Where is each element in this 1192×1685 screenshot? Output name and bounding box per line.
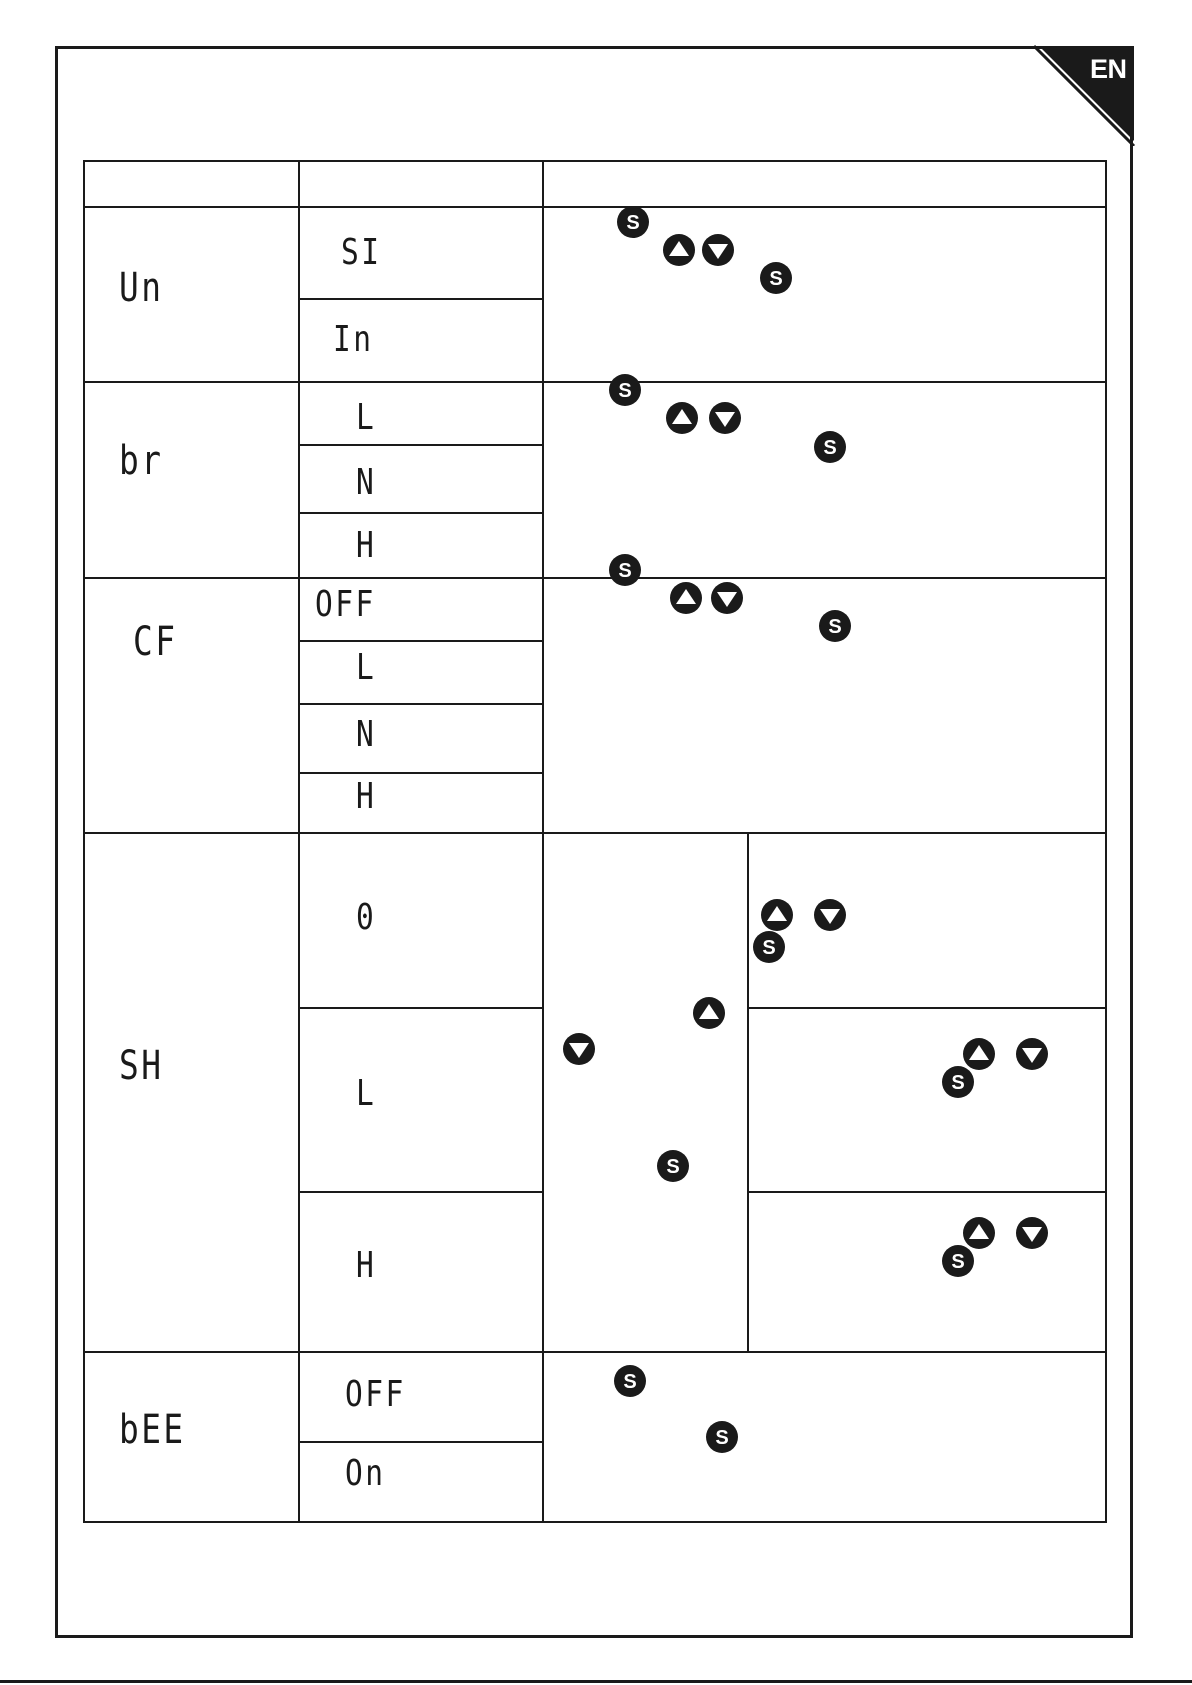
- up-arrow-button-icon: [665, 401, 699, 435]
- option-code-h: H: [356, 1245, 377, 1286]
- s-button-icon: [613, 1364, 647, 1398]
- s-button-icon: [656, 1149, 690, 1183]
- down-arrow-button-icon: [710, 581, 744, 615]
- up-arrow-button-icon: [692, 996, 726, 1030]
- option-code-off: OFF: [315, 584, 376, 625]
- option-code-0: 0: [356, 897, 377, 938]
- s-button-icon: [705, 1420, 739, 1454]
- option-code-l: L: [356, 397, 377, 438]
- svg-text:S: S: [623, 1371, 637, 1393]
- option-code-in: In: [333, 319, 374, 360]
- settings-table: [83, 160, 1107, 1523]
- down-arrow-button-icon: [1015, 1216, 1049, 1250]
- param-code-bee: bEE: [119, 1407, 186, 1453]
- svg-text:S: S: [951, 1251, 965, 1273]
- option-code-l: L: [356, 1073, 377, 1114]
- option-code-h: H: [356, 525, 377, 566]
- svg-text:S: S: [626, 212, 640, 234]
- svg-text:S: S: [618, 560, 632, 582]
- option-code-n: N: [356, 714, 377, 755]
- svg-text:S: S: [769, 268, 783, 290]
- svg-text:S: S: [951, 1072, 965, 1094]
- down-arrow-button-icon: [1015, 1037, 1049, 1071]
- s-button-icon: [941, 1244, 975, 1278]
- down-arrow-button-icon: [708, 401, 742, 435]
- up-arrow-button-icon: [669, 581, 703, 615]
- bottom-rule: [0, 1680, 1192, 1683]
- svg-text:S: S: [828, 616, 842, 638]
- s-button-icon: [818, 609, 852, 643]
- param-code-sh: SH: [119, 1043, 164, 1089]
- option-code-on: On: [345, 1453, 386, 1494]
- s-button-icon: [608, 373, 642, 407]
- s-button-icon: [941, 1065, 975, 1099]
- svg-text:S: S: [618, 380, 632, 402]
- option-code-si: SI: [341, 232, 382, 273]
- svg-text:S: S: [762, 937, 776, 959]
- option-code-h: H: [356, 776, 377, 817]
- up-arrow-button-icon: [760, 898, 794, 932]
- s-button-icon: [752, 930, 786, 964]
- param-code-br: br: [119, 438, 164, 484]
- s-button-icon: [813, 430, 847, 464]
- svg-text:S: S: [823, 437, 837, 459]
- table-grid: [83, 160, 1107, 1523]
- option-code-off: OFF: [345, 1374, 406, 1415]
- svg-text:S: S: [715, 1427, 729, 1449]
- option-code-n: N: [356, 462, 377, 503]
- s-button-icon: [759, 261, 793, 295]
- s-button-icon: [608, 553, 642, 587]
- s-button-icon: [616, 205, 650, 239]
- down-arrow-button-icon: [813, 898, 847, 932]
- up-arrow-button-icon: [662, 233, 696, 267]
- option-code-l: L: [356, 647, 377, 688]
- down-arrow-button-icon: [701, 233, 735, 267]
- param-code-cf: CF: [133, 619, 178, 665]
- param-code-un: Un: [119, 265, 164, 311]
- down-arrow-button-icon: [562, 1032, 596, 1066]
- svg-text:S: S: [666, 1156, 680, 1178]
- language-label: EN: [1090, 54, 1127, 84]
